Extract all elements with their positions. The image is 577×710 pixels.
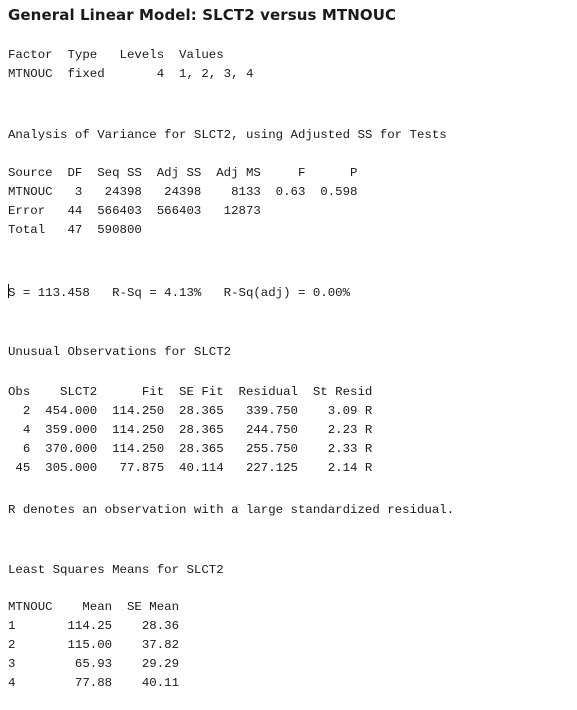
anova-row: Error 44 566403 566403 12873 [8,204,261,218]
anova-row: MTNOUC 3 24398 24398 8133 0.63 0.598 [8,185,358,199]
lsmeans-heading: Least Squares Means for SLCT2 [8,563,224,577]
factor-row: MTNOUC fixed 4 1, 2, 3, 4 [8,67,254,81]
unusual-row: 4 359.000 114.250 28.365 244.750 2.23 R [8,423,373,437]
unusual-note: R denotes an observation with a large standardized residual. [8,503,455,517]
anova-heading: Analysis of Variance for SLCT2, using Adjusted SS for Tests [8,128,447,142]
page-title: General Linear Model: SLCT2 versus MTNOUC [8,6,397,24]
unusual-heading: Unusual Observations for SLCT2 [8,345,232,359]
unusual-row: 6 370.000 114.250 28.365 255.750 2.33 R [8,442,373,456]
anova-header-line: Source DF Seq SS Adj SS Adj MS F P [8,166,358,180]
factor-header-line: Factor Type Levels Values [8,48,224,62]
lsmeans-table [8,598,179,693]
fit-summary-line [8,284,350,303]
factor-table [8,46,253,84]
unusual-table [8,383,372,478]
unusual-row: 45 305.000 77.875 40.114 227.125 2.14 R [8,461,373,475]
anova-row: Total 47 590800 [8,223,142,237]
lsmeans-row: 4 77.88 40.11 [8,676,180,690]
unusual-header-line: Obs SLCT2 Fit SE Fit Residual St Resid [8,385,373,399]
unusual-row: 2 454.000 114.250 28.365 339.750 3.09 R [8,404,373,418]
lsmeans-row: 2 115.00 37.82 [8,638,180,652]
fit-summary-text: S = 113.458 R-Sq = 4.13% R-Sq(adj) = 0.00% [8,286,351,300]
anova-table [8,164,357,240]
lsmeans-row: 1 114.25 28.36 [8,619,180,633]
lsmeans-row: 3 65.93 29.29 [8,657,180,671]
lsmeans-header-line: MTNOUC Mean SE Mean [8,600,180,614]
